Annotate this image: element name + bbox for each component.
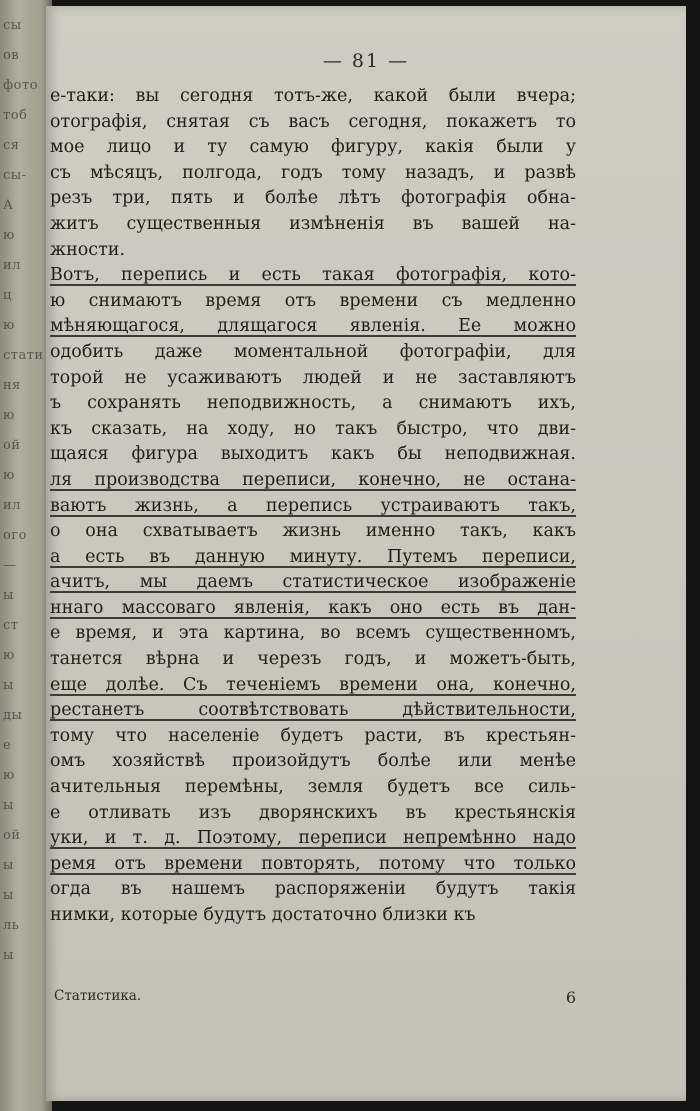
text-line: омъ хозяйствѣ произойдутъ болѣе или менѣе — [50, 751, 576, 772]
facing-page-fragment: ов — [3, 48, 20, 63]
facing-page-edge — [0, 0, 52, 1111]
text-line: ъ сохранять неподвижность, а снимаютъ ихъ, — [50, 393, 576, 414]
facing-page-fragment: ы — [3, 888, 14, 903]
book-page — [46, 6, 686, 1101]
facing-page-fragment: А — [3, 198, 14, 213]
facing-page-fragment: ы — [3, 948, 14, 963]
text-line: Вотъ, перепись и есть такая фотографія, кото- — [50, 265, 576, 286]
facing-page-fragment: ль — [3, 918, 20, 933]
facing-page-fragment: ст — [3, 618, 19, 633]
facing-page-fragment: ц — [3, 288, 12, 303]
body-text — [50, 84, 576, 929]
text-line: уки, и т. д. Поэтому, переписи непремѣнно надо — [50, 828, 576, 849]
text-line: къ сказать, на ходу, но такъ быстро, что дви- — [50, 418, 576, 439]
facing-page-fragment: ю — [3, 468, 15, 483]
text-line: мѣняющагося, длящагося явленія. Ее можно — [50, 316, 576, 337]
facing-page-fragment: ой — [3, 438, 21, 453]
facing-page-fragment: тоб — [3, 108, 28, 123]
text-line: е время, и эта картина, во всемъ существенномъ, — [50, 623, 576, 644]
facing-page-fragment: ы — [3, 858, 14, 873]
page-footer — [54, 988, 576, 1007]
facing-page-fragment: фото — [3, 78, 39, 93]
text-line: одобить даже моментальной фотографіи, для — [50, 341, 576, 362]
facing-page-fragment: ды — [3, 708, 23, 723]
facing-page-text — [3, 18, 49, 963]
facing-page-fragment: ю — [3, 228, 15, 243]
facing-page-fragment: сы- — [3, 168, 27, 183]
facing-page-fragment: ы — [3, 588, 14, 603]
facing-page-fragment: ю — [3, 408, 15, 423]
text-line: ю снимаютъ время отъ времени съ медленно — [50, 290, 576, 311]
facing-page-fragment: ы — [3, 798, 14, 813]
footer-title: Статистика. — [54, 988, 142, 1004]
facing-page-fragment: ся — [3, 138, 20, 153]
text-line: нимки, которые будутъ достаточно близки къ — [50, 905, 476, 925]
facing-page-fragment: ы — [3, 678, 14, 693]
text-line: а есть въ данную минуту. Путемъ переписи, — [50, 546, 576, 567]
facing-page-fragment: ня — [3, 378, 21, 393]
text-line: еще долѣе. Съ теченіемъ времени она, конечно, — [50, 674, 576, 695]
page-number: — 81 — — [322, 50, 410, 72]
text-line: ваютъ жизнь, а перепись устраиваютъ такъ, — [50, 495, 576, 516]
text-line: е-таки: вы сегодня тотъ-же, какой были вчера; — [50, 86, 576, 106]
text-line: торой не усаживаютъ людей и не заставляютъ — [50, 367, 576, 388]
facing-page-fragment: ой — [3, 828, 21, 843]
signature-mark: 6 — [565, 988, 576, 1007]
facing-page-fragment: е — [3, 738, 12, 753]
text-line: ннаго массоваго явленія, какъ оно есть въ дан- — [50, 597, 576, 618]
text-line: танется вѣрна и черезъ годъ, и можетъ-быть, — [50, 649, 576, 670]
text-line: резъ три, пять и болѣе лѣтъ фотографія обна- — [50, 188, 576, 209]
text-line: о она схватываетъ жизнь именно такъ, какъ — [50, 521, 576, 542]
facing-page-fragment: сы — [3, 18, 22, 33]
text-line: щаяся фигура выходитъ какъ бы неподвижная. — [50, 444, 576, 465]
text-line: жности. — [50, 239, 126, 260]
facing-page-fragment: ил — [3, 258, 21, 273]
text-line: ачитъ, мы даемъ статистическое изображеніе — [50, 572, 576, 593]
text-line: ремя отъ времени повторять, потому что только — [50, 853, 576, 874]
text-line: мое лицо и ту самую фигуру, какія были у — [50, 137, 576, 158]
facing-page-fragment: стати — [3, 348, 44, 363]
text-line: тому что населеніе будетъ расти, въ крестьян- — [50, 725, 576, 746]
facing-page-fragment: ого — [3, 528, 27, 543]
text-line: житъ существенныя измѣненія въ вашей на- — [50, 213, 576, 234]
text-line: отографія, снятая съ васъ сегодня, покажетъ то — [50, 111, 576, 132]
text-line: ля производства переписи, конечно, не остана- — [50, 469, 576, 490]
facing-page-fragment: — — [3, 558, 17, 573]
text-line: е отливать изъ дворянскихъ въ крестьянскія — [50, 802, 576, 823]
facing-page-fragment: ил — [3, 498, 21, 513]
text-line: рестанетъ соотвѣтствовать дѣйствительности, — [50, 700, 576, 721]
facing-page-fragment: ю — [3, 648, 15, 663]
facing-page-fragment: ю — [3, 318, 15, 333]
text-line: огда въ нашемъ распоряженіи будутъ такія — [50, 879, 576, 900]
text-line: съ мѣсяцъ, полгода, годъ тому назадъ, и развѣ — [50, 162, 576, 183]
text-line: ачительныя перемѣны, земля будетъ все силь- — [50, 777, 576, 798]
facing-page-fragment: ю — [3, 768, 15, 783]
